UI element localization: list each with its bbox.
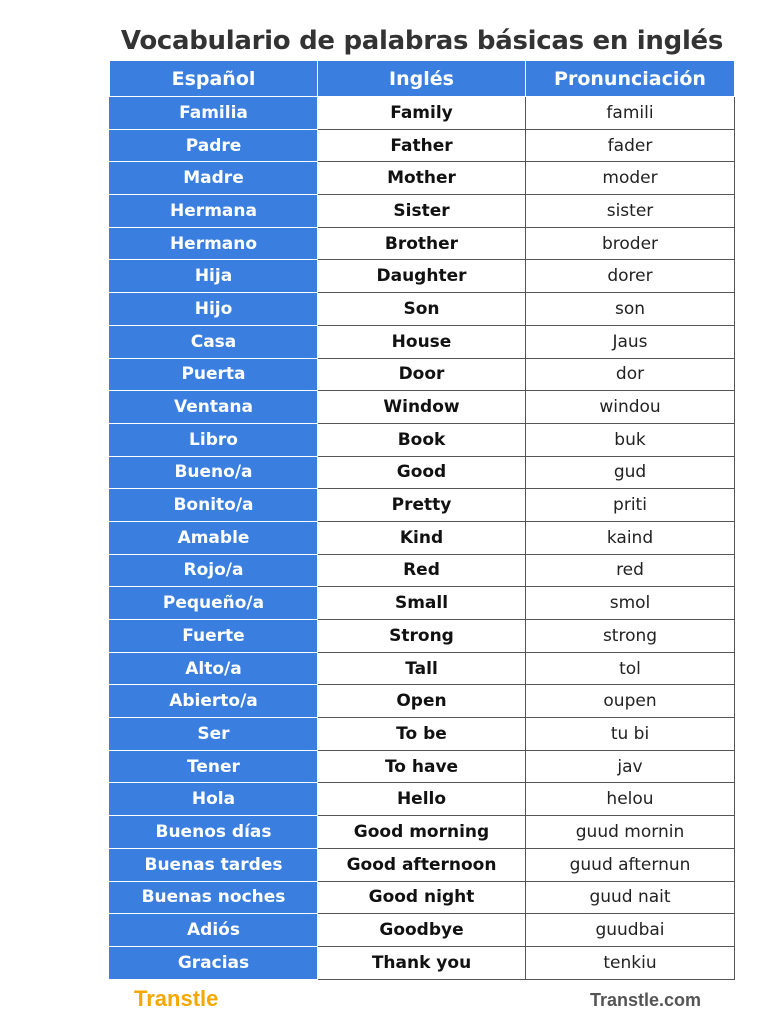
table-row xyxy=(110,97,735,130)
cell-spanish: Buenos días xyxy=(110,816,318,849)
cell-pronunciation: oupen xyxy=(526,685,735,718)
cell-spanish: Puerta xyxy=(110,358,318,391)
cell-english: Good afternoon xyxy=(318,848,526,881)
cell-pronunciation: gud xyxy=(526,456,735,489)
cell-english: Red xyxy=(318,554,526,587)
cell-spanish: Tener xyxy=(110,750,318,783)
cell-pronunciation: broder xyxy=(526,227,735,260)
cell-pronunciation: dor xyxy=(526,358,735,391)
cell-pronunciation: smol xyxy=(526,587,735,620)
table-row xyxy=(110,358,735,391)
cell-english: Small xyxy=(318,587,526,620)
cell-english: Good night xyxy=(318,881,526,914)
cell-english: Open xyxy=(318,685,526,718)
table-row xyxy=(110,946,735,979)
table-row xyxy=(110,554,735,587)
cell-english: House xyxy=(318,325,526,358)
table-row xyxy=(110,521,735,554)
table-row xyxy=(110,718,735,751)
cell-english: Window xyxy=(318,391,526,424)
cell-spanish: Ser xyxy=(110,718,318,751)
header-english: Inglés xyxy=(318,61,526,97)
cell-spanish: Hija xyxy=(110,260,318,293)
table-row xyxy=(110,293,735,326)
cell-pronunciation: sister xyxy=(526,195,735,228)
cell-spanish: Buenas noches xyxy=(110,881,318,914)
table-row xyxy=(110,227,735,260)
cell-spanish: Fuerte xyxy=(110,620,318,653)
table-row xyxy=(110,129,735,162)
cell-spanish: Libro xyxy=(110,423,318,456)
site-url: Transtle.com xyxy=(590,990,702,1010)
cell-english: Mother xyxy=(318,162,526,195)
cell-english: Sister xyxy=(318,195,526,228)
cell-spanish: Hermano xyxy=(110,227,318,260)
cell-pronunciation: tenkiu xyxy=(526,946,735,979)
cell-pronunciation: helou xyxy=(526,783,735,816)
cell-spanish: Bonito/a xyxy=(110,489,318,522)
cell-pronunciation: guudbai xyxy=(526,914,735,947)
cell-spanish: Gracias xyxy=(110,946,318,979)
cell-spanish: Alto/a xyxy=(110,652,318,685)
table-row xyxy=(110,685,735,718)
cell-spanish: Ventana xyxy=(110,391,318,424)
cell-english: Brother xyxy=(318,227,526,260)
cell-pronunciation: moder xyxy=(526,162,735,195)
table-row xyxy=(110,783,735,816)
cell-english: Daughter xyxy=(318,260,526,293)
table-row xyxy=(110,848,735,881)
table-row xyxy=(110,391,735,424)
table-row xyxy=(110,914,735,947)
cell-spanish: Padre xyxy=(110,129,318,162)
cell-english: Good xyxy=(318,456,526,489)
cell-pronunciation: strong xyxy=(526,620,735,653)
cell-pronunciation: Jaus xyxy=(526,325,735,358)
cell-english: Hello xyxy=(318,783,526,816)
table-row xyxy=(110,456,735,489)
table-body xyxy=(110,97,735,980)
cell-english: Strong xyxy=(318,620,526,653)
table-row xyxy=(110,652,735,685)
cell-spanish: Buenas tardes xyxy=(110,848,318,881)
cell-spanish: Casa xyxy=(110,325,318,358)
table-header-row xyxy=(110,61,735,97)
cell-english: Pretty xyxy=(318,489,526,522)
cell-pronunciation: famili xyxy=(526,97,735,130)
cell-pronunciation: son xyxy=(526,293,735,326)
cell-english: Book xyxy=(318,423,526,456)
table-row xyxy=(110,620,735,653)
cell-english: Kind xyxy=(318,521,526,554)
cell-spanish: Hola xyxy=(110,783,318,816)
cell-pronunciation: dorer xyxy=(526,260,735,293)
page-title: Vocabulario de palabras básicas en inglés xyxy=(120,26,724,56)
table-row xyxy=(110,816,735,849)
cell-pronunciation: fader xyxy=(526,129,735,162)
cell-spanish: Amable xyxy=(110,521,318,554)
table-row xyxy=(110,325,735,358)
cell-english: To have xyxy=(318,750,526,783)
cell-english: Door xyxy=(318,358,526,391)
cell-pronunciation: windou xyxy=(526,391,735,424)
header-spanish: Español xyxy=(110,61,318,97)
cell-english: Thank you xyxy=(318,946,526,979)
cell-pronunciation: jav xyxy=(526,750,735,783)
header-pronunciation: Pronunciación xyxy=(526,61,735,97)
cell-pronunciation: kaind xyxy=(526,521,735,554)
cell-pronunciation: priti xyxy=(526,489,735,522)
vocabulary-table xyxy=(109,60,735,980)
table-row xyxy=(110,260,735,293)
cell-pronunciation: red xyxy=(526,554,735,587)
cell-pronunciation: tol xyxy=(526,652,735,685)
cell-spanish: Adiós xyxy=(110,914,318,947)
cell-pronunciation: buk xyxy=(526,423,735,456)
cell-spanish: Abierto/a xyxy=(110,685,318,718)
cell-pronunciation: tu bi xyxy=(526,718,735,751)
cell-english: Goodbye xyxy=(318,914,526,947)
cell-pronunciation: guud mornin xyxy=(526,816,735,849)
cell-spanish: Familia xyxy=(110,97,318,130)
table-row xyxy=(110,587,735,620)
cell-pronunciation: guud afternun xyxy=(526,848,735,881)
cell-english: Son xyxy=(318,293,526,326)
cell-spanish: Pequeño/a xyxy=(110,587,318,620)
table-row xyxy=(110,162,735,195)
table-row xyxy=(110,881,735,914)
brand-logo: Transtle xyxy=(134,986,219,1011)
cell-spanish: Bueno/a xyxy=(110,456,318,489)
cell-spanish: Madre xyxy=(110,162,318,195)
cell-english: To be xyxy=(318,718,526,751)
table-row xyxy=(110,423,735,456)
cell-english: Good morning xyxy=(318,816,526,849)
table-row xyxy=(110,750,735,783)
cell-english: Family xyxy=(318,97,526,130)
cell-english: Father xyxy=(318,129,526,162)
cell-spanish: Hijo xyxy=(110,293,318,326)
table-row xyxy=(110,195,735,228)
cell-english: Tall xyxy=(318,652,526,685)
cell-spanish: Rojo/a xyxy=(110,554,318,587)
cell-spanish: Hermana xyxy=(110,195,318,228)
table-row xyxy=(110,489,735,522)
cell-pronunciation: guud nait xyxy=(526,881,735,914)
